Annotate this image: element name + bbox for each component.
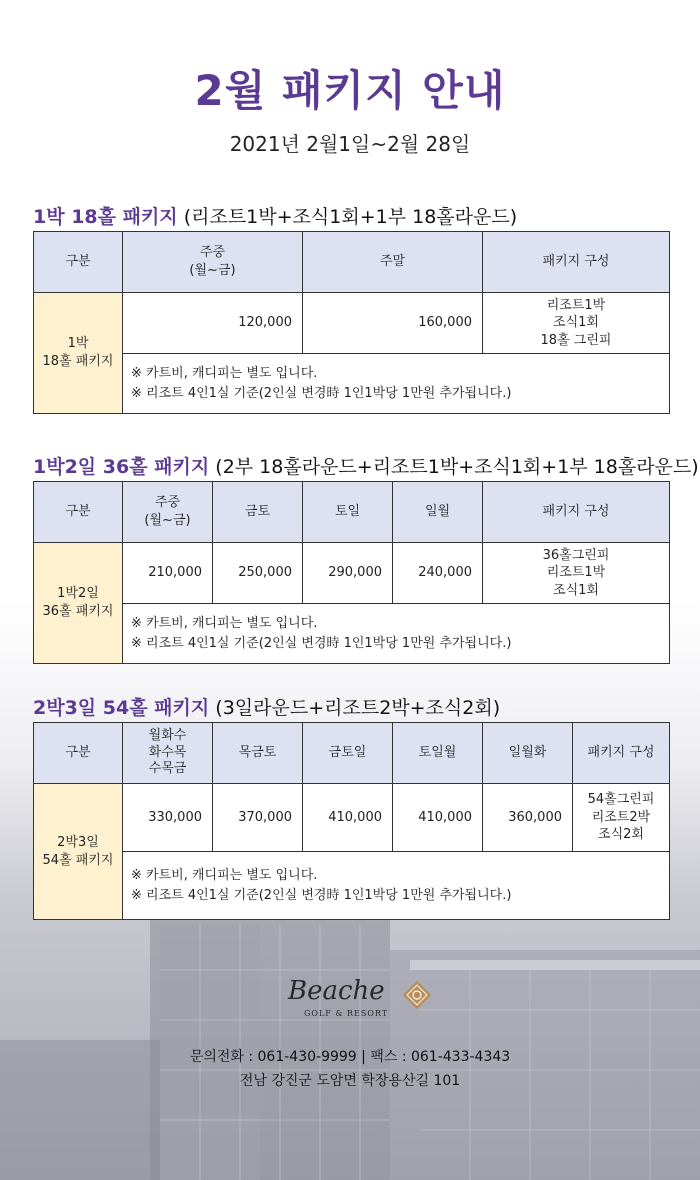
package-label: 2박3일 54홀 패키지 — [34, 784, 123, 920]
notes-row — [34, 604, 670, 664]
column-header: 토일월 — [393, 723, 483, 784]
price-cell: 210,000 — [123, 543, 213, 604]
price-cell: 160,000 — [303, 293, 483, 354]
table-header-row — [34, 482, 670, 543]
package-label: 1박 18홀 패키지 — [34, 293, 123, 414]
contact-info: 문의전화 : 061-430-9999 | 팩스 : 061-433-4343 — [189, 1049, 511, 1065]
section-2-name: 1박2일 36홀 패키지 — [33, 456, 210, 478]
package-label: 1박2일 36홀 패키지 — [34, 543, 123, 664]
note-line: ※ 카트비, 캐디피는 별도 입니다. — [131, 366, 318, 381]
column-header: 토일 — [303, 482, 393, 543]
column-header: 패키지 구성 — [483, 482, 670, 543]
price-cell: 250,000 — [213, 543, 303, 604]
column-header: 월화수 화수목 수목금 — [123, 723, 213, 784]
package-table-3 — [33, 722, 670, 920]
note-line: ※ 카트비, 캐디피는 별도 입니다. — [131, 868, 318, 883]
table-row — [34, 784, 670, 852]
notes-row — [34, 852, 670, 920]
column-header: 구분 — [34, 482, 123, 543]
column-header: 일월 — [393, 482, 483, 543]
package-composition: 36홀그린피 리조트1박 조식1회 — [483, 543, 670, 604]
column-header: 목금토 — [213, 723, 303, 784]
column-header: 금토 — [213, 482, 303, 543]
period-dates: 2021년 2월1일~2월 28일 — [229, 132, 471, 156]
note-line: ※ 카트비, 캐디피는 별도 입니다. — [131, 616, 318, 631]
note-line: ※ 리조트 4인1실 기준(2인실 변경時 1인1박당 1만원 추가됩니다.) — [131, 385, 512, 401]
price-cell: 290,000 — [303, 543, 393, 604]
notes-cell — [123, 354, 670, 414]
page-title: 2월 패키지 안내 — [194, 66, 506, 115]
section-3-title — [33, 693, 500, 720]
package-table-2 — [33, 481, 670, 664]
section-1-desc: (리조트1박+조식1회+1부 18홀라운드) — [177, 206, 518, 228]
column-header: 주중 (월~금) — [123, 232, 303, 293]
resort-logo — [288, 976, 438, 1026]
section-3-desc: (3일라운드+리조트2박+조식2회) — [209, 697, 501, 719]
notes-cell — [123, 604, 670, 664]
price-cell: 410,000 — [393, 784, 483, 852]
column-header: 주말 — [303, 232, 483, 293]
notes-cell — [123, 852, 670, 920]
logo-subtitle: GOLF & RESORT — [304, 1009, 389, 1018]
column-header: 패키지 구성 — [573, 723, 670, 784]
price-cell: 370,000 — [213, 784, 303, 852]
package-composition: 54홀그린피 리조트2박 조식2회 — [573, 784, 670, 852]
price-cell: 120,000 — [123, 293, 303, 354]
column-header: 패키지 구성 — [483, 232, 670, 293]
section-1-name: 1박 18홀 패키지 — [33, 206, 178, 228]
price-cell: 240,000 — [393, 543, 483, 604]
column-header: 일월화 — [483, 723, 573, 784]
section-1-title — [33, 202, 517, 229]
price-cell: 330,000 — [123, 784, 213, 852]
package-composition: 리조트1박 조식1회 18홀 그린피 — [483, 293, 670, 354]
section-2-title — [33, 452, 699, 479]
price-cell: 360,000 — [483, 784, 573, 852]
table-header-row — [34, 232, 670, 293]
table-header-row — [34, 723, 670, 784]
table-row — [34, 293, 670, 354]
column-header: 주중 (월~금) — [123, 482, 213, 543]
logo-name: Beache — [288, 976, 385, 1006]
notes-row — [34, 354, 670, 414]
note-line: ※ 리조트 4인1실 기준(2인실 변경時 1인1박당 1만원 추가됩니다.) — [131, 635, 512, 651]
section-3-name: 2박3일 54홀 패키지 — [33, 697, 210, 719]
package-table-1 — [33, 231, 670, 414]
section-2-desc: (2부 18홀라운드+리조트1박+조식1회+1부 18홀라운드) — [209, 456, 699, 478]
table-row — [34, 543, 670, 604]
logo-mark-icon — [400, 978, 434, 1012]
note-line: ※ 리조트 4인1실 기준(2인실 변경時 1인1박당 1만원 추가됩니다.) — [131, 887, 512, 903]
column-header: 구분 — [34, 723, 123, 784]
address: 전남 강진군 도암면 학장용산길 101 — [239, 1073, 461, 1089]
column-header: 구분 — [34, 232, 123, 293]
price-cell: 410,000 — [303, 784, 393, 852]
column-header: 금토일 — [303, 723, 393, 784]
